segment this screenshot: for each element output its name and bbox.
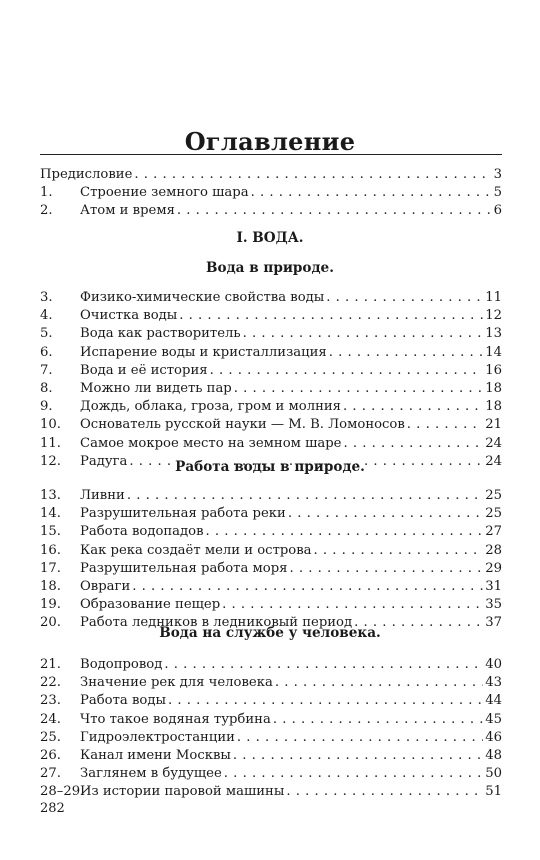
toc-entry: [40, 398, 502, 416]
toc-entry: [40, 578, 502, 596]
toc-entry-page: 12: [485, 308, 502, 324]
toc-entry: [40, 711, 502, 729]
toc-entry-number: 28–29.: [40, 784, 85, 800]
toc-entry-page: 35: [485, 597, 502, 613]
toc-entry: [40, 184, 502, 202]
toc-entry-page: 43: [485, 675, 502, 691]
toc-entry-title: Образование пещер: [80, 597, 221, 613]
toc-entry-page: 40: [485, 657, 502, 672]
toc-entry-title: Радуга: [80, 453, 128, 469]
toc-entry-page: 44: [485, 693, 502, 709]
toc-entry: [40, 380, 502, 398]
toc-entry: [40, 656, 502, 674]
toc-entry-title: Гидроэлектростанции: [80, 729, 235, 745]
toc-entry-title: Физико-химические свойства воды: [80, 290, 325, 305]
toc-entry-page: 3: [493, 167, 502, 182]
dot-leader: [407, 416, 483, 434]
toc-entry: [40, 729, 502, 747]
toc-entry-title: Ливни: [80, 488, 125, 503]
toc-entry: [40, 166, 502, 184]
toc-entry: [40, 435, 502, 453]
dot-leader: [329, 344, 484, 362]
toc-entry-number: 10.: [40, 417, 61, 433]
toc-entry: [40, 765, 502, 783]
toc-entry-title: Как река создаёт мели и острова: [80, 542, 312, 558]
toc-entry-page: 51: [485, 784, 502, 800]
toc-entry-number: 19.: [40, 597, 61, 613]
part-title: I. ВОДА.: [236, 230, 304, 246]
toc-entry-title: Канал имени Москвы: [80, 748, 231, 763]
dot-leader: [288, 505, 483, 523]
toc-entry-number: 21.: [40, 657, 61, 672]
section-heading: Вода на службе у человека.: [159, 625, 381, 641]
toc-entry-page: 28: [485, 542, 502, 558]
toc-entry-page: 25: [485, 488, 502, 503]
toc-entry: [40, 596, 502, 614]
toc-entry-page: 24: [485, 435, 502, 451]
toc-entry: [40, 289, 502, 307]
toc-entry-number: 18.: [40, 579, 61, 594]
section-heading: Работа воды в природе.: [175, 459, 365, 475]
toc-entry-title: Дождь, облака, гроза, гром и молния: [80, 399, 342, 415]
toc-entry-title: Вода как растворитель: [80, 326, 241, 342]
toc-entry-number: 17.: [40, 560, 61, 576]
toc-entry-page: 48: [485, 748, 502, 763]
toc-entry-page: 6: [493, 203, 502, 219]
toc-entry: [40, 325, 502, 343]
dot-leader: [243, 325, 484, 343]
toc-entry-page: 18: [485, 399, 502, 415]
dot-leader: [224, 765, 483, 783]
toc-entry-title: Работа ледников в ледниковый период: [80, 615, 353, 631]
dot-leader: [177, 202, 492, 220]
dot-leader: [179, 307, 483, 325]
toc-entry-number: 27.: [40, 766, 61, 782]
toc-entry-page: 45: [485, 711, 502, 727]
toc-entry: [40, 560, 502, 578]
toc-entry: [40, 307, 502, 325]
toc-entry-title: Заглянем в будущее: [80, 766, 222, 782]
toc-entry-title: Из истории паровой машины: [80, 784, 285, 800]
toc-entry-page: 18: [485, 381, 502, 396]
toc-entry-title: Испарение воды и кристаллизация: [80, 344, 327, 360]
dot-leader: [343, 398, 483, 416]
toc-entry-number: 12.: [40, 453, 61, 469]
dot-leader: [210, 362, 484, 380]
toc-entry-page: 21: [485, 417, 502, 433]
dot-leader: [132, 578, 483, 596]
toc-entry-title: Строение земного шара: [80, 185, 249, 201]
toc-entry-page: 24: [485, 453, 502, 469]
toc-entry-title: Основатель русской науки — М. В. Ломоносов: [80, 417, 405, 433]
toc-entry: [40, 523, 502, 541]
toc-entry: [40, 505, 502, 523]
toc-entry-number: 14.: [40, 506, 61, 522]
dot-leader: [168, 692, 483, 710]
toc-entry: [40, 202, 502, 220]
toc-entry: [40, 783, 502, 801]
toc-entry-number: 16.: [40, 542, 61, 558]
toc-entry: [40, 344, 502, 362]
toc-entry-page: 37: [485, 615, 502, 631]
toc-entry-number: 24.: [40, 711, 61, 727]
toc-entry-page: 27: [485, 524, 502, 540]
dot-leader: [326, 289, 483, 307]
dot-leader: [164, 656, 483, 674]
toc-entry-number: 2.: [40, 203, 53, 219]
toc-entry: [40, 487, 502, 505]
dot-leader: [206, 523, 484, 541]
toc-entry-page: 46: [485, 729, 502, 745]
dot-leader: [251, 184, 492, 202]
dot-leader: [234, 380, 483, 398]
toc-entry-title: Очистка воды: [80, 308, 178, 324]
title-rule: [40, 154, 502, 155]
toc-entry-number: 15.: [40, 524, 61, 540]
toc-entry-page: 5: [493, 185, 502, 201]
section-heading: Вода в природе.: [206, 260, 334, 276]
toc-entry-page: 50: [485, 766, 502, 782]
toc-entry-number: 26.: [40, 748, 61, 763]
toc-entry-number: 25.: [40, 729, 61, 745]
toc-entry-page: 29: [485, 560, 502, 576]
toc-entry-page: 11: [485, 290, 502, 305]
toc-entry: [40, 542, 502, 560]
toc-entry-page: 31: [485, 579, 502, 594]
toc-entry: [40, 416, 502, 434]
dot-leader: [127, 487, 483, 505]
toc-entry-number: 5.: [40, 326, 53, 342]
toc-entry-title: Что такое водяная турбина: [80, 711, 271, 727]
toc-entry: [40, 692, 502, 710]
toc-entry-title: Атом и время: [80, 203, 175, 219]
toc-entry-title: Овраги: [80, 579, 131, 594]
toc-entry-number: 4.: [40, 308, 53, 324]
page-title: Оглавление: [184, 127, 356, 156]
toc-entry-page: 25: [485, 506, 502, 522]
dot-leader: [290, 560, 484, 578]
toc-entry-number: 23.: [40, 693, 61, 709]
dot-leader: [343, 435, 483, 453]
toc-entry-number: 6.: [40, 344, 53, 360]
dot-leader: [273, 711, 483, 729]
page-number: 282: [40, 801, 65, 816]
toc-entry-title: Можно ли видеть пар: [80, 381, 232, 396]
toc-entry-page: 16: [485, 362, 502, 378]
toc-entry-title: Значение рек для человека: [80, 675, 273, 691]
toc-entry-number: 13.: [40, 488, 61, 503]
toc-entry-number: 8.: [40, 381, 53, 396]
dot-leader: [314, 542, 484, 560]
dot-leader: [134, 166, 491, 184]
toc-entry-title: Вода и её история: [80, 362, 208, 378]
toc-entry: [40, 362, 502, 380]
toc-entry: [40, 674, 502, 692]
dot-leader: [275, 674, 483, 692]
dot-leader: [286, 783, 483, 801]
toc-entry-number: 22.: [40, 675, 61, 691]
toc-entry-title: Предисловие: [40, 167, 133, 182]
toc-entry-title: Водопровод: [80, 657, 163, 672]
toc-entry-number: 7.: [40, 362, 53, 378]
toc-entry-page: 14: [485, 344, 502, 360]
toc-entry: [40, 747, 502, 765]
toc-entry-number: 20.: [40, 615, 61, 631]
dot-leader: [222, 596, 483, 614]
toc-entry-number: 9.: [40, 399, 53, 415]
toc-entry-title: Самое мокрое место на земном шаре: [80, 435, 342, 451]
toc-entry-title: Работа воды: [80, 693, 166, 709]
toc-entry-title: Разрушительная работа моря: [80, 560, 288, 576]
toc-entry-number: 1.: [40, 185, 53, 201]
dot-leader: [233, 747, 483, 765]
toc-entry-number: 11.: [40, 435, 61, 451]
dot-leader: [237, 729, 483, 747]
toc-entry-number: 3.: [40, 290, 53, 305]
toc-entry-title: Работа водопадов: [80, 524, 204, 540]
toc-entry-page: 13: [485, 326, 502, 342]
toc-entry-title: Разрушительная работа реки: [80, 506, 286, 522]
